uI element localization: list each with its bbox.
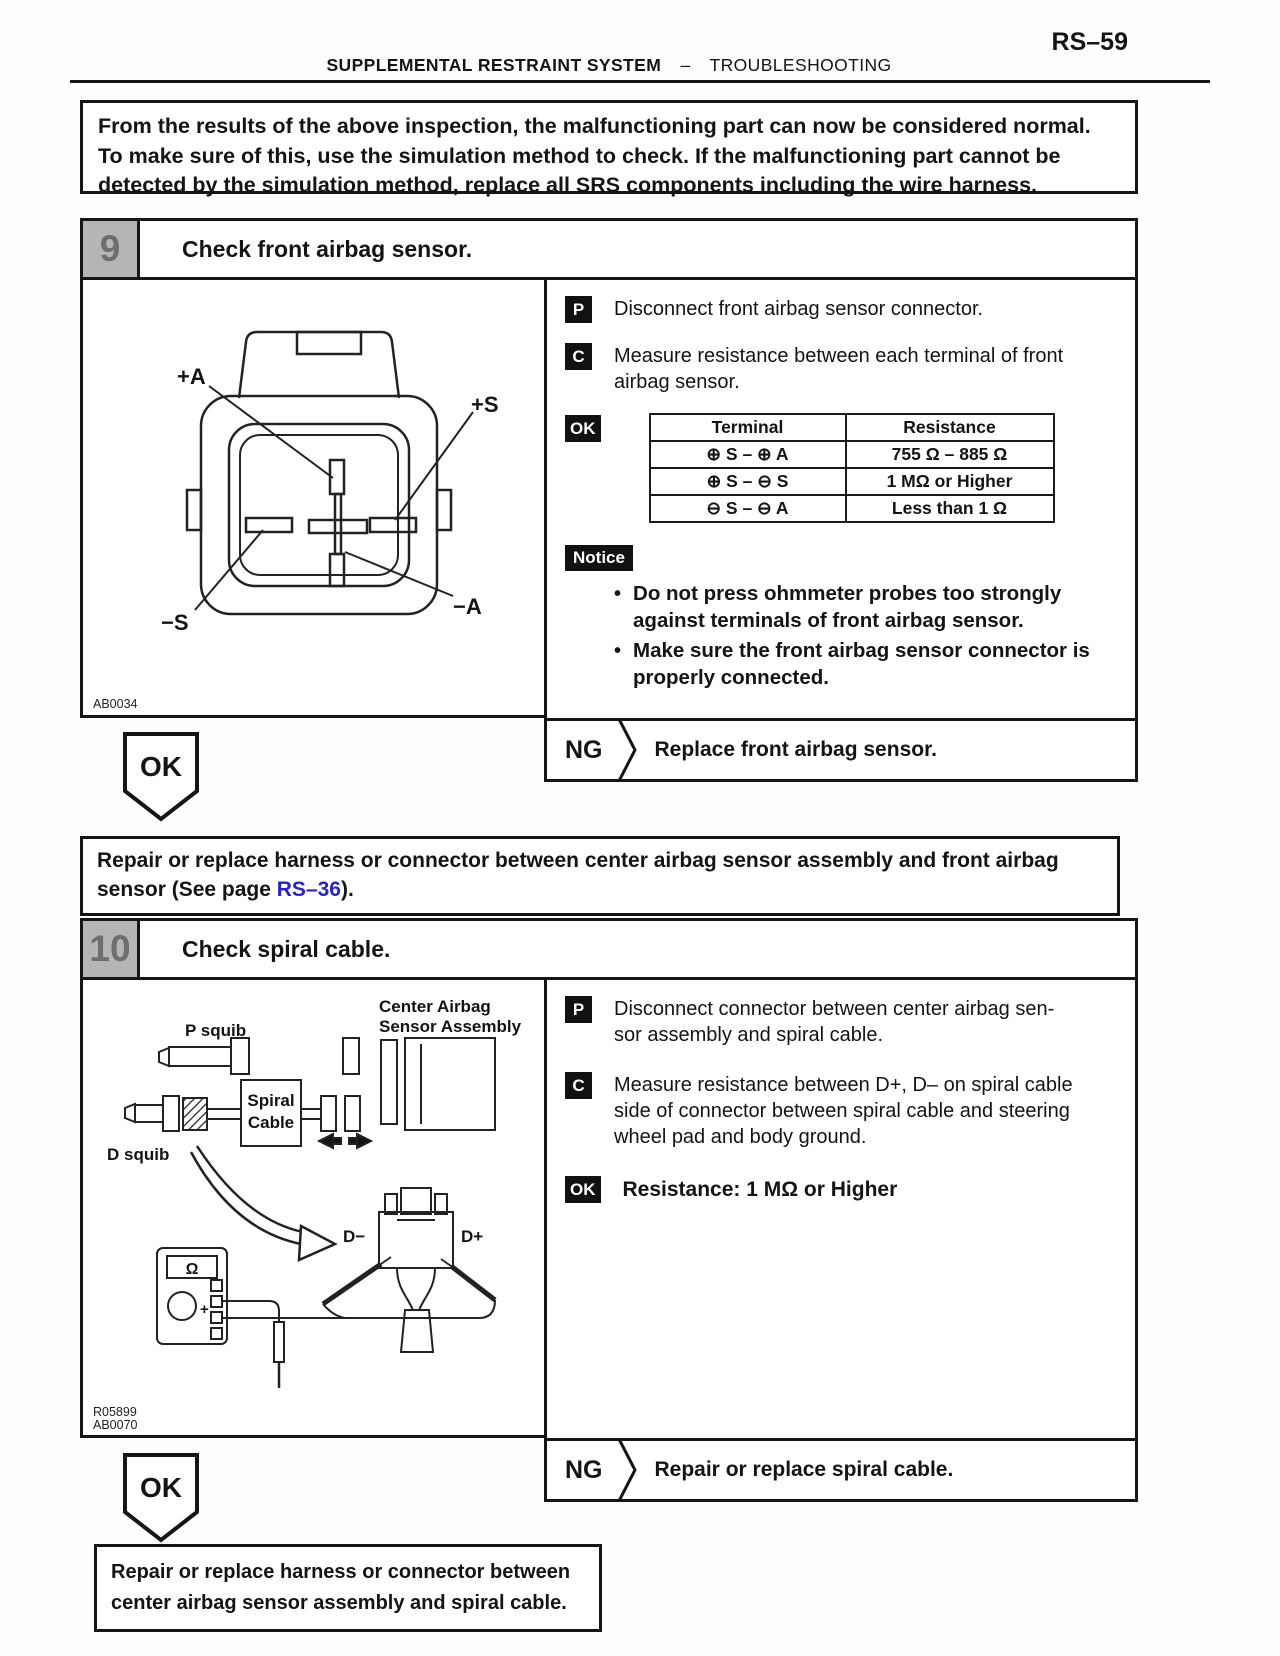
ok-arrow-label: OK bbox=[140, 1472, 182, 1503]
ng-chevron-icon bbox=[615, 1439, 639, 1501]
d-squib-cap bbox=[163, 1096, 179, 1131]
p-squib-cap bbox=[231, 1038, 249, 1074]
step-9-instructions bbox=[544, 280, 1138, 782]
repair-note-2-line: center airbag sensor assembly and spiral cable. bbox=[111, 1592, 567, 1614]
detail-center-cap bbox=[401, 1188, 431, 1214]
notice-row bbox=[565, 545, 1125, 571]
step-10-header bbox=[80, 918, 1138, 980]
table-row bbox=[650, 495, 1054, 522]
repair-note-2 bbox=[94, 1544, 602, 1632]
curved-arrow-head bbox=[299, 1226, 335, 1260]
multimeter-dial bbox=[168, 1292, 196, 1320]
step-9-ok-row bbox=[565, 415, 1125, 523]
p-row-connector bbox=[343, 1038, 359, 1074]
step-9-ng-row bbox=[547, 718, 1135, 782]
resistance-header: Resistance bbox=[846, 414, 1054, 441]
spiral-left-shaft bbox=[207, 1109, 241, 1119]
bullet-icon: • bbox=[614, 583, 622, 605]
curved-arrow-line-2 bbox=[197, 1146, 303, 1232]
label-cable: Cable bbox=[247, 1113, 295, 1132]
p-squib-shaft bbox=[169, 1047, 231, 1066]
step-10-prepare-row bbox=[565, 996, 1125, 1048]
label-minus-s: −S bbox=[161, 610, 189, 635]
terminal-center-crossbar bbox=[309, 520, 367, 533]
prepare-badge: P bbox=[565, 296, 592, 323]
leader-plus-s bbox=[395, 412, 473, 520]
step-9-body bbox=[80, 280, 1138, 782]
prepare-line: sor assembly and spiral cable. bbox=[614, 1024, 884, 1046]
multimeter-terminal-1 bbox=[211, 1280, 222, 1291]
running-header bbox=[80, 55, 1138, 76]
connector-outer-body bbox=[201, 396, 437, 614]
step-9-prepare-text: Disconnect front airbag sensor connector. bbox=[614, 298, 984, 320]
label-p-squib: P squib bbox=[185, 1021, 247, 1040]
multimeter-terminal-3 bbox=[211, 1312, 222, 1323]
terminal-minus-s bbox=[246, 518, 292, 532]
step-9-title: Check front airbag sensor. bbox=[182, 235, 473, 262]
step-10-number-badge: 10 bbox=[83, 921, 140, 977]
connector-side-tab-right bbox=[437, 490, 451, 530]
check-badge: C bbox=[565, 343, 592, 370]
lead-to-right-probe bbox=[222, 1300, 495, 1318]
assembly-connector-strip bbox=[381, 1040, 397, 1124]
wire-bundle bbox=[401, 1310, 433, 1352]
ok-badge: OK bbox=[565, 1176, 601, 1203]
running-header-subsection: TROUBLESHOOTING bbox=[709, 55, 892, 75]
probe-left-tip bbox=[381, 1257, 391, 1264]
running-header-dash: – bbox=[680, 55, 691, 75]
terminal-header: Terminal bbox=[650, 414, 846, 441]
label-ohm: Ω bbox=[185, 1261, 199, 1278]
connector-side-tab-left bbox=[187, 490, 201, 530]
header-rule bbox=[70, 80, 1210, 83]
repair-note-1-text: Repair or replace harness or connector between center airbag sensor assembly and front airbag sensor (See page bbox=[97, 849, 1059, 901]
step-9-number-badge: 9 bbox=[83, 221, 140, 277]
step-9-header bbox=[80, 218, 1138, 280]
bullet-icon: • bbox=[614, 640, 622, 663]
figure-code-1: R05899 bbox=[93, 1405, 137, 1419]
label-plus-terminal: + bbox=[200, 1301, 209, 1318]
table-row bbox=[650, 441, 1054, 468]
leader-plus-a bbox=[209, 386, 333, 478]
step-10-title: Check spiral cable. bbox=[182, 935, 391, 962]
step-9-check-row bbox=[565, 343, 1125, 395]
notice-bullets bbox=[565, 581, 1125, 692]
resistance-cell: Less than 1 Ω bbox=[846, 495, 1054, 522]
step-10-ok-arrow bbox=[122, 1452, 200, 1549]
step-9-ng-action: Replace front airbag sensor. bbox=[654, 738, 937, 761]
label-minus-a: −A bbox=[453, 594, 482, 619]
notice-item bbox=[614, 638, 1125, 691]
step-10-ok-row bbox=[565, 1176, 1125, 1203]
arrow-right bbox=[357, 1134, 371, 1148]
ng-label: NG bbox=[565, 735, 603, 764]
repair-note-1-suffix: ). bbox=[340, 877, 354, 901]
label-plus-a: +A bbox=[177, 364, 206, 389]
notice-badge: Notice bbox=[565, 545, 633, 571]
arrow-left bbox=[319, 1134, 333, 1148]
step-10-instructions bbox=[544, 980, 1138, 1502]
connector-inner-wall bbox=[229, 424, 409, 586]
step-10-figure bbox=[80, 980, 544, 1438]
multimeter-terminal-4 bbox=[211, 1328, 222, 1339]
wire-left bbox=[397, 1268, 413, 1310]
probe-left bbox=[323, 1264, 381, 1304]
prepare-badge: P bbox=[565, 996, 592, 1023]
step-10-check-row bbox=[565, 1072, 1125, 1150]
step-10-ok-spec: Resistance: 1 MΩ or Higher bbox=[622, 1178, 898, 1201]
d-row-connector-2 bbox=[345, 1096, 360, 1131]
step-9-figure bbox=[80, 280, 544, 718]
notice-item-text: Do not press ohmmeter probes too strongly against terminals of front airbag sensor. bbox=[633, 582, 1062, 632]
step-10-body bbox=[80, 980, 1138, 1502]
running-header-section: SUPPLEMENTAL RESTRAINT SYSTEM bbox=[326, 55, 662, 75]
terminal-cell: ⊖ S – ⊖ A bbox=[650, 495, 846, 522]
center-airbag-sensor-assembly-box bbox=[405, 1038, 495, 1130]
d-squib-shaft bbox=[135, 1105, 163, 1122]
repair-note-2-line: Repair or replace harness or connector between bbox=[111, 1561, 571, 1583]
step-9-prepare-row bbox=[565, 296, 1125, 323]
ground-probe-body bbox=[274, 1322, 284, 1362]
p-squib-tip bbox=[159, 1048, 169, 1066]
step-9-panel bbox=[80, 218, 1138, 782]
check-badge: C bbox=[565, 1072, 592, 1099]
spiral-cable-diagram bbox=[83, 980, 544, 1435]
prepare-line: Disconnect connector between center airbag sen- bbox=[614, 998, 1055, 1020]
multimeter-terminal-2 bbox=[211, 1296, 222, 1307]
page-number: RS–59 bbox=[1051, 28, 1128, 56]
label-spiral: Spiral bbox=[247, 1091, 295, 1110]
resistance-cell: 1 MΩ or Higher bbox=[846, 468, 1054, 495]
page-link-rs36[interactable]: RS–36 bbox=[276, 877, 341, 901]
probe-right bbox=[451, 1266, 495, 1300]
step-9-check-text: Measure resistance between each terminal of front airbag sensor. bbox=[614, 345, 1064, 393]
d-squib-hatch-block bbox=[183, 1098, 207, 1130]
spiral-right-shaft bbox=[301, 1109, 321, 1119]
terminal-cell: ⊕ S – ⊖ S bbox=[650, 468, 846, 495]
table-header-row bbox=[650, 414, 1054, 441]
step-9-ok-arrow bbox=[122, 731, 200, 828]
check-line: side of connector between spiral cable and steering bbox=[614, 1100, 1070, 1122]
front-airbag-sensor-connector-diagram bbox=[83, 280, 544, 715]
label-d-squib: D squib bbox=[107, 1145, 170, 1164]
repair-note-1 bbox=[80, 836, 1120, 916]
curved-arrow-line-1 bbox=[191, 1152, 301, 1244]
intro-note-text: From the results of the above inspection, the malfunctioning part can now be considered normal. To make sure of this, use the simulation method to check. If the malfunctioning part cannot be detected by the simulation method, replace all SRS components including the wire harness. bbox=[98, 114, 1091, 198]
ok-badge: OK bbox=[565, 415, 601, 442]
notice-item bbox=[614, 581, 1125, 634]
step-10-ng-row bbox=[547, 1438, 1135, 1502]
resistance-table bbox=[649, 413, 1055, 523]
label-plus-s: +S bbox=[471, 392, 499, 417]
step-10-check-text bbox=[614, 1072, 1073, 1150]
connector-inner-wall-2 bbox=[240, 435, 398, 575]
d-row-connector-1 bbox=[321, 1096, 336, 1131]
figure-code: AB0034 bbox=[93, 697, 138, 711]
table-row bbox=[650, 468, 1054, 495]
label-d-plus: D+ bbox=[461, 1227, 484, 1246]
check-line: Measure resistance between D+, D– on spiral cable bbox=[614, 1074, 1073, 1096]
step-10-ng-action: Repair or replace spiral cable. bbox=[654, 1458, 954, 1481]
connector-top-housing bbox=[239, 332, 399, 398]
resistance-cell: 755 Ω – 885 Ω bbox=[846, 441, 1054, 468]
figure-code-2: AB0070 bbox=[93, 1418, 138, 1432]
step-10-prepare-text bbox=[614, 996, 1054, 1048]
terminal-cell: ⊕ S – ⊕ A bbox=[650, 441, 846, 468]
lead-to-left-probe bbox=[323, 1304, 345, 1318]
terminal-center-shaft bbox=[335, 494, 341, 554]
intro-note-box bbox=[80, 100, 1138, 198]
check-line: wheel pad and body ground. bbox=[614, 1126, 867, 1148]
wire-right bbox=[419, 1268, 435, 1310]
label-center-airbag-2: Sensor Assembly bbox=[379, 1017, 522, 1036]
connector-top-tab bbox=[297, 332, 361, 354]
label-d-minus: D− bbox=[343, 1227, 366, 1246]
probe-right-tip bbox=[441, 1259, 451, 1266]
step-10-panel bbox=[80, 918, 1138, 1502]
d-squib-tip bbox=[125, 1104, 135, 1122]
terminal-minus-a bbox=[330, 554, 344, 586]
ng-chevron-icon bbox=[615, 719, 639, 781]
label-center-airbag-1: Center Airbag bbox=[379, 997, 491, 1016]
ng-label: NG bbox=[565, 1455, 603, 1484]
notice-item-text: Make sure the front airbag sensor connector is properly connected. bbox=[633, 639, 1090, 689]
ok-arrow-label: OK bbox=[140, 751, 182, 782]
